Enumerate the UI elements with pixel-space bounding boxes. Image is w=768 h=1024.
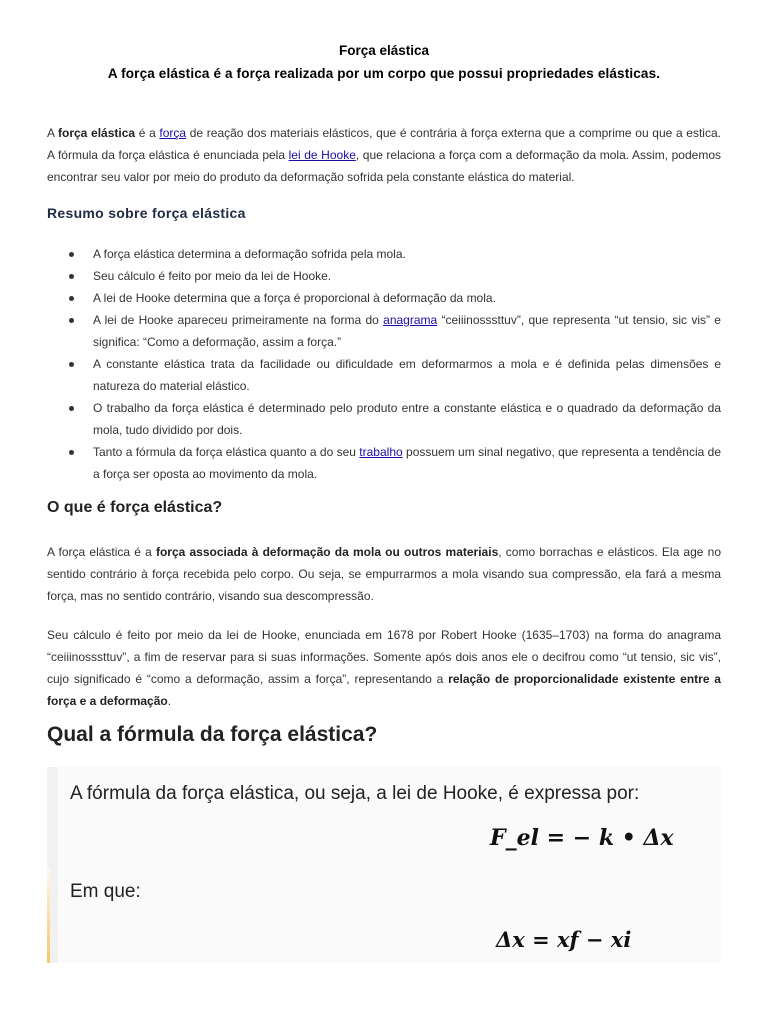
list-item: A lei de Hooke apareceu primeiramente na forma do anagrama “ceiiinosssttuv”, que representa “ut tensio, sic vis” e significa: “Como a deformação, assim a força.” [47,309,721,353]
formula-image-caption: A fórmula da força elástica, ou seja, a lei de Hooke, é expressa por: [70,783,640,804]
document-title: Força elástica [338,43,430,58]
link-lei-de-hooke[interactable]: lei de Hooke [288,148,356,162]
what-heading: O que é força elástica? [47,499,223,516]
list-item: O trabalho da força elástica é determinado pelo produto entre a constante elástica e o quadrado da deformação da mola, tudo dividido por dois. [47,397,721,441]
summary-heading: Resumo sobre força elástica [47,205,246,221]
formula-hooke: F_el = − k • Δx [490,825,674,851]
bullet-icon [69,362,74,367]
bullet-icon [69,274,74,279]
intro-paragraph: A força elástica é a força de reação dos materiais elásticos, que é contrária à força externa que a comprime ou que a estica. A fórmula da força elástica é enunciada pela lei de Hooke, que relaciona a força com a deformação da mola. Assim, podemos encontrar seu valor por meio do produto da deformação sofrida pela constante elástica do material. [47,126,721,184]
bullet-icon [69,318,74,323]
bullet-icon [69,450,74,455]
what-paragraph-1: A força elástica é a força associada à deformação da mola ou outros materiais, como borrachas e elásticos. Ela age no sentido contrário à força recebida pelo corpo. Ou seja, se empurrarmos a mola visando sua compressão, ela fará a mesma força, mas no sentido contrário, visando sua descompressão. [47,545,721,603]
formula-image [47,767,721,963]
list-item: A força elástica determina a deformação sofrida pela mola. [47,243,721,265]
what-paragraph-2: Seu cálculo é feito por meio da lei de Hooke, enunciada em 1678 por Robert Hooke (1635–1703) na forma do anagrama “ceiiinosssttuv”, a fim de reservar para si suas informações. Somente após dois anos ele o decifrou como “ut tensio, sic vis”, cujo significado é “como a deformação, assim a força”, representando a relação de proporcionalidade existente entre a força e a deformação. [47,628,721,708]
formula-deformation: Δx = xf − xi [496,927,632,952]
list-item: A constante elástica trata da facilidade ou dificuldade em deformarmos a mola e é definida pelas dimensões e natureza do material elástico. [47,353,721,397]
link-anagrama[interactable]: anagrama [383,313,438,327]
list-item: A lei de Hooke determina que a força é proporcional à deformação da mola. [47,287,721,309]
bold-term: relação de proporcionalidade existente entre a força e a deformação [47,672,721,708]
link-forca[interactable]: força [159,126,187,140]
bold-term: força elástica [58,126,136,140]
link-trabalho[interactable]: trabalho [359,445,403,459]
bullet-icon [69,296,74,301]
list-item: Seu cálculo é feito por meio da lei de Hooke. [47,265,721,287]
formula-heading: Qual a fórmula da força elástica? [47,723,378,746]
bullet-icon [69,406,74,411]
em-que-label: Em que: [70,881,141,902]
image-edge-decoration [47,867,50,963]
bold-term: força associada à deformação da mola ou outros materiais [155,545,499,559]
document-subtitle: A força elástica é a força realizada por um corpo que possui propriedades elásticas. [107,66,661,81]
bullet-icon [69,252,74,257]
list-item: Tanto a fórmula da força elástica quanto a do seu trabalho possuem um sinal negativo, que representa a tendência de a força ser oposta ao movimento da mola. [47,441,721,485]
summary-list [47,243,721,485]
